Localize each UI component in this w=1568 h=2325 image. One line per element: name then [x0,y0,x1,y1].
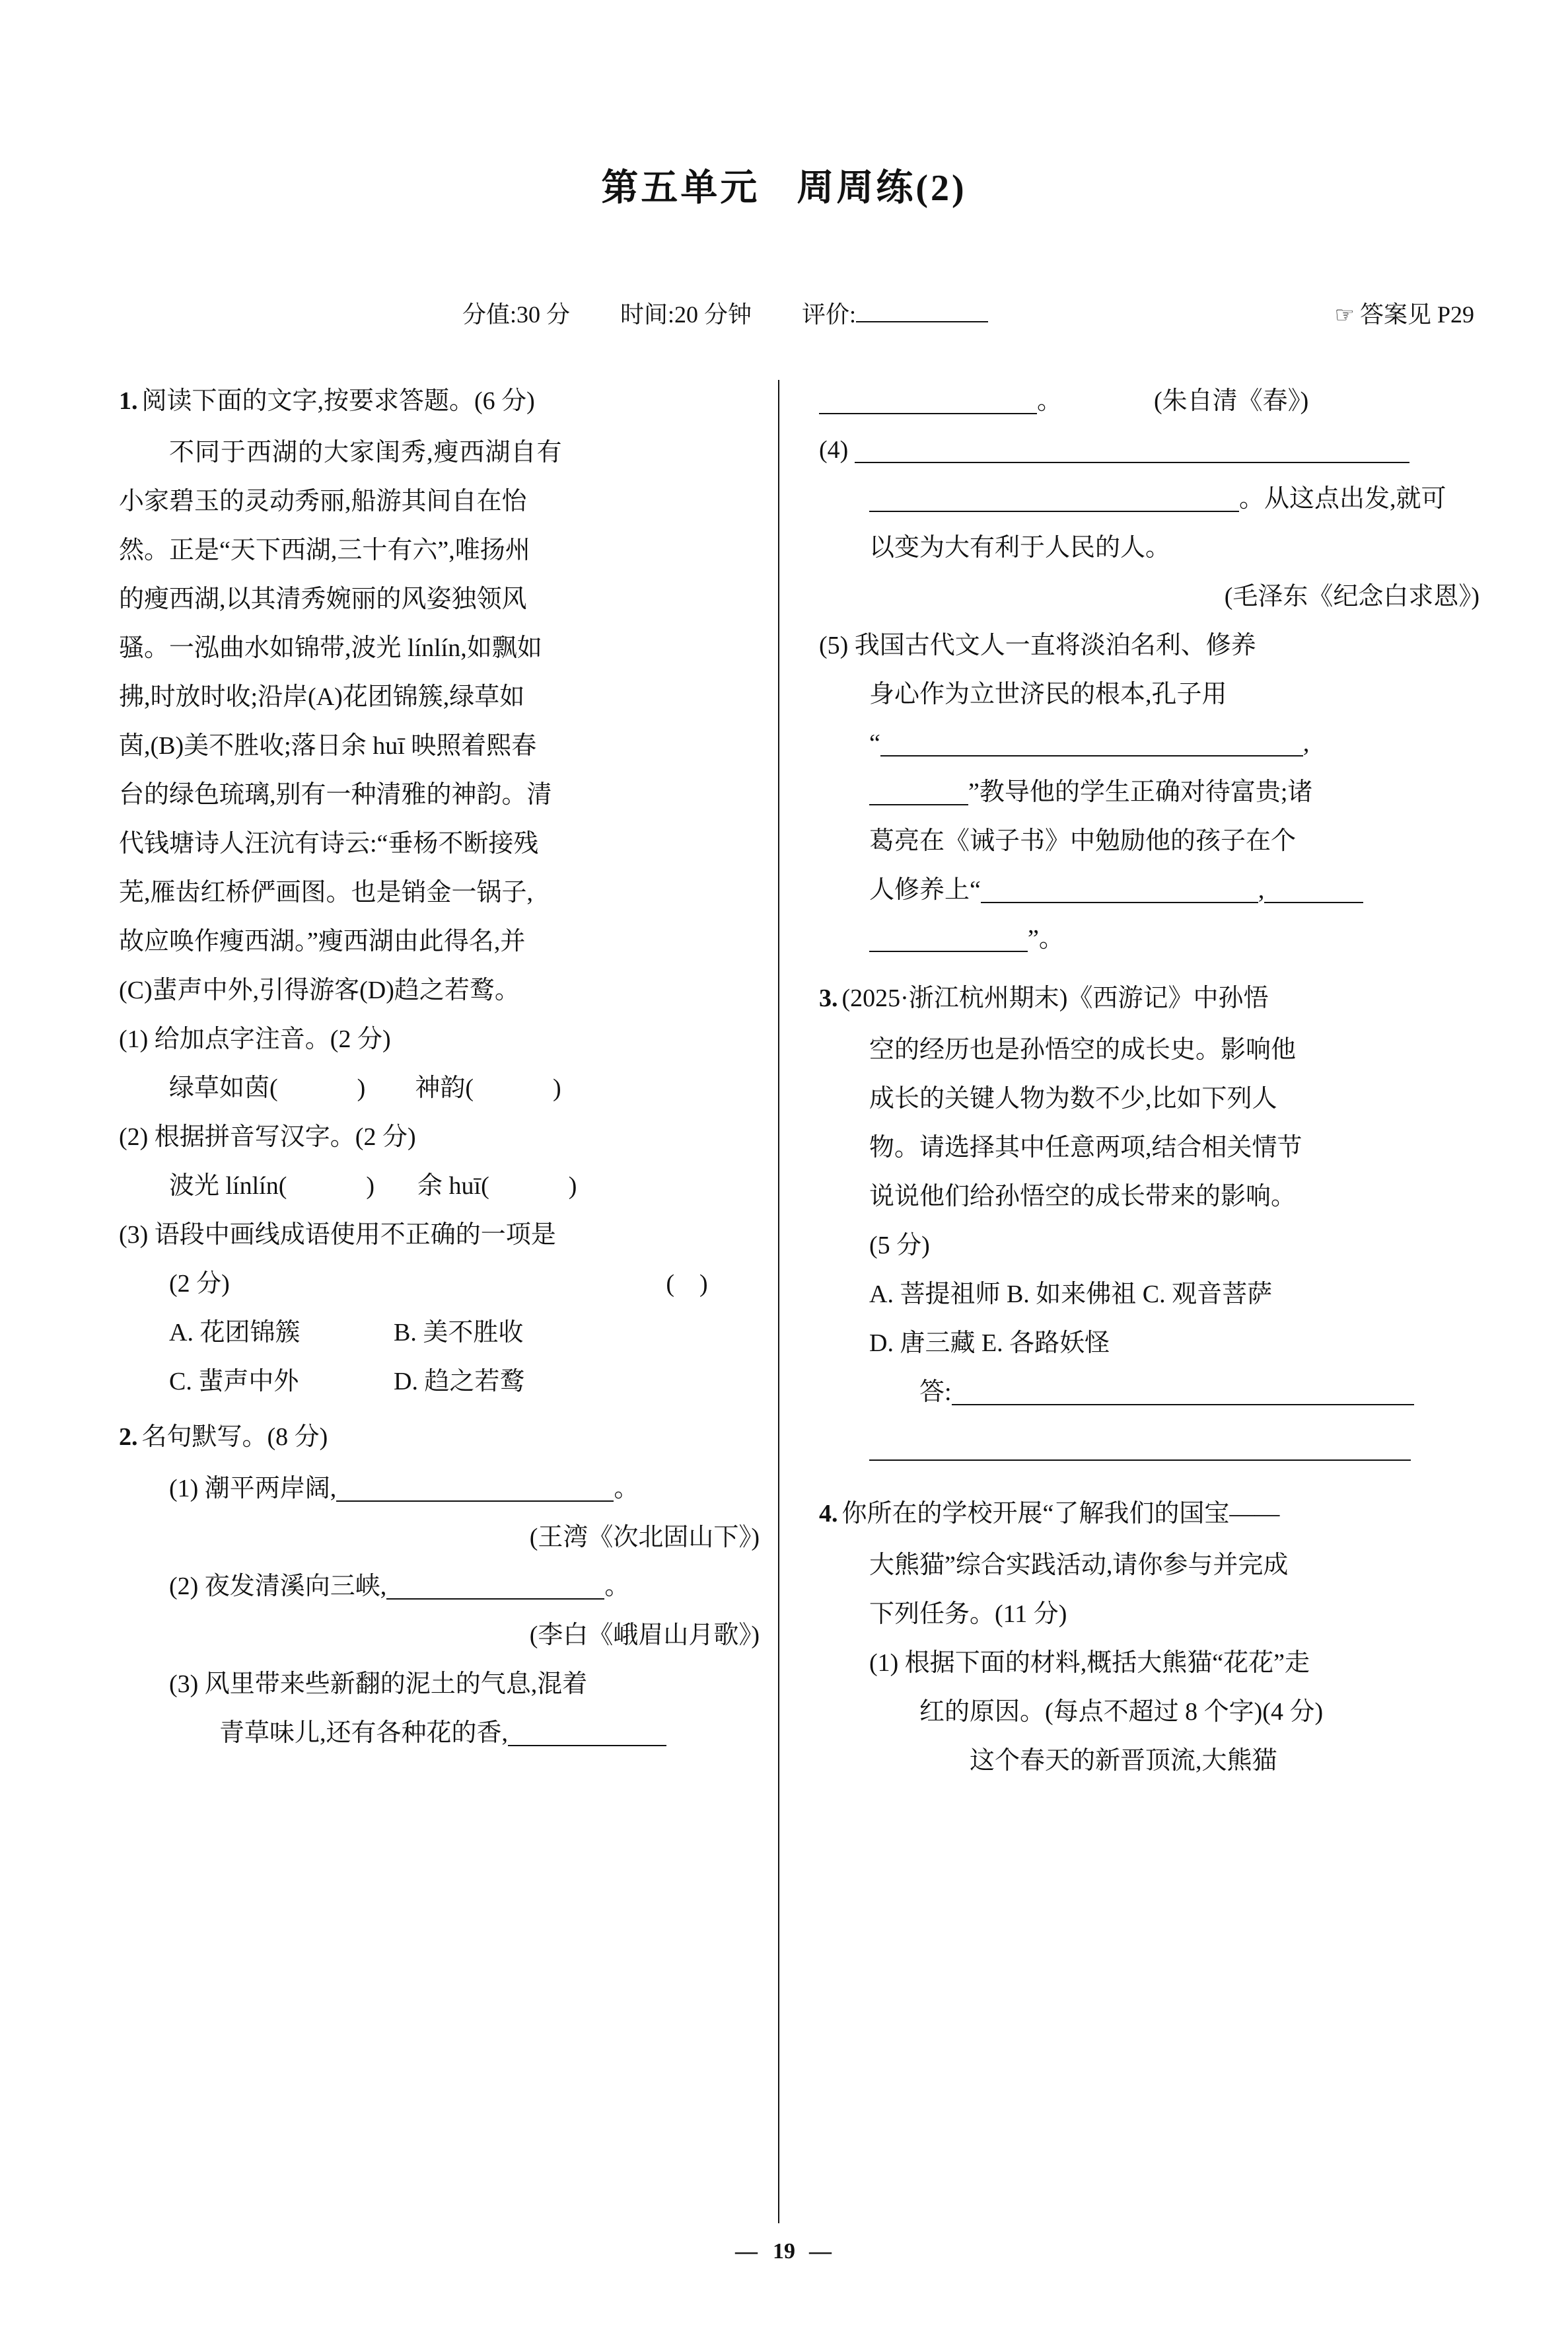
q1-passage-line-4: 的瘦西湖,以其清秀婉丽的风姿独领风 [119,585,527,613]
q1-passage-line-7 [119,721,766,770]
q2-item-5-line3 [869,719,1486,768]
q2-item-4-blank-1[interactable] [855,431,1409,463]
q2-item-5-line2: 身心作为立世济民的根本,孔子用 [869,681,1227,708]
q1-option-a[interactable]: A. 花团锦簇 [169,1319,301,1347]
q1-sub2-item1-open: 波光 línlín( [169,1172,287,1200]
question-3-answer-label: 答: [919,1378,952,1406]
q2-item-1-end: 。 [614,1475,639,1502]
q2-item-3-cont [819,377,1486,425]
q2-item-3-blank[interactable] [508,1715,666,1746]
evaluation-label: 评价: [802,301,857,328]
q2-item-4-line1 [819,425,1486,474]
q2-item-5-line5: 葛亮在《诫子书》中勉励他的孩子在个 [869,827,1297,855]
question-3-line-2: 空的经历也是孙悟空的成长史。影响他 [869,1036,1297,1064]
question-1-number: 1. [119,387,138,415]
q1-passage-line-12: (C)蜚声中外,引得游客(D)趋之若鹜。 [119,977,520,1004]
q1-options-row-1 [169,1308,766,1357]
q1-sub2-item2-open: 余 huī( [417,1172,489,1200]
q2-item-5-line6 [869,866,1486,914]
column-divider [778,380,779,2223]
question-3-options-1[interactable]: A. 菩提祖师 B. 如来佛祖 C. 观音菩萨 [869,1280,1273,1308]
q1-passage-line-7-text: 茵,(B)美不胜收;落日余 huī 映照着熙春 [119,732,537,760]
q2-item-5-line4 [869,768,1486,817]
q1-sub1-item2-close: ) [552,1074,561,1102]
question-1-stem [119,377,766,425]
left-column [119,377,766,1757]
q2-item-5-line1: (5) 我国古代文人一直将淡泊名利、修养 [819,632,1256,659]
pointing-hand-icon: ☞ [1334,303,1355,328]
answer-reference-label: 答案见 P29 [1359,301,1474,328]
q1-option-b[interactable]: B. 美不胜收 [394,1319,524,1347]
question-4-line-1: 你所在的学校开展“了解我们的国宝—— [841,1500,1280,1528]
question-4-line-2: 大熊猫”综合实践活动,请你参与并完成 [869,1551,1289,1579]
question-2-stem [119,1413,766,1461]
right-column [819,377,1486,1785]
score-info: 分值:30 分 [462,301,571,328]
q2-source-2: (李白《峨眉山月歌》) [529,1621,760,1649]
q1-sub1-answers [169,1064,766,1113]
q2-item-5-end: ”。 [1028,925,1064,953]
question-3-answer-line-2 [869,1423,1486,1472]
q2-item-1 [169,1464,766,1513]
q1-sub1-item1-open: 绿草如茵( [169,1074,278,1102]
q1-sub3-answer-blank[interactable]: ( ) [666,1270,708,1298]
page-number-value: 19 [773,2239,795,2264]
q2-item-3-blank-2[interactable] [819,383,1037,414]
q2-item-2-blank[interactable] [386,1568,604,1600]
q2-item-5-blank-1[interactable] [880,725,1303,757]
question-3-options-2[interactable]: D. 唐三藏 E. 各路妖怪 [869,1329,1110,1357]
question-2-number: 2. [119,1423,138,1451]
evaluation-info [802,296,988,330]
q2-item-3-line2 [219,1709,766,1757]
question-3-answer-line-1 [919,1368,1486,1417]
q1-passage-line-2: 小家碧玉的灵动秀丽,船游其间自在怡 [119,488,527,515]
q1-passage-line-11: 故应唤作瘦西湖。”瘦西湖由此得名,并 [119,928,526,955]
q1-sub3: (3) 语段中画线成语使用不正确的一项是 [119,1221,556,1249]
q1-option-d[interactable]: D. 趋之若鹜 [394,1368,525,1395]
question-4-line-3: 下列任务。(11 分) [869,1600,1067,1628]
question-3-line-6: (5 分) [869,1232,930,1259]
q1-passage-line-6 [119,673,766,721]
q2-item-5-quote-open: “ [869,729,880,757]
question-4-sub1-line-2: 红的原因。(每点不超过 8 个字)(4 分) [919,1698,1324,1726]
question-3-line-3: 成长的关键人物为数不少,比如下列人 [869,1085,1277,1113]
q2-source-3: (朱自清《春》) [1154,387,1309,415]
q2-item-5-line4-text: ”教导他的学生正确对待富贵;诸 [968,778,1313,806]
question-3-line-5: 说说他们给孙悟空的成长带来的影响。 [869,1183,1297,1210]
question-4-material-line-1: 这个春天的新晋顶流,大熊猫 [970,1747,1277,1775]
q1-sub2-item2-close: ) [568,1172,577,1200]
q1-sub2-answers [169,1162,766,1210]
evaluation-blank[interactable] [856,301,988,322]
page-title [0,159,1568,211]
q2-item-5-comma-1: , [1302,729,1310,757]
q2-item-2 [169,1562,766,1611]
question-3-answer-blank-1[interactable] [952,1374,1414,1405]
question-3-line-1: (2025·浙江杭州期末)《西游记》中孙悟 [841,984,1269,1012]
q2-item-3-line2-text: 青草味儿,还有各种花的香, [219,1719,509,1747]
q1-sub2-item1-close: ) [366,1172,375,1200]
q2-item-5-blank-3[interactable] [981,871,1258,903]
q1-passage-line-10: 芜,雁齿红桥俨画图。也是销金一锅子, [119,879,534,906]
q2-item-5-blank-4[interactable] [1264,871,1363,903]
q1-sub1: (1) 给加点字注音。(2 分) [119,1025,391,1053]
q1-passage-line-9: 代钱塘诗人汪沆有诗云:“垂杨不断接残 [119,830,539,858]
question-4-sub1-line-1: (1) 根据下面的材料,概括大熊猫“花花”走 [869,1649,1310,1677]
page-title-unit: 第五单元 [601,168,760,209]
q1-passage-line-3: 然。正是“天下西湖,三十有六”,唯扬州 [119,536,530,564]
question-3-stem [819,974,1486,1023]
question-3-line-4: 物。请选择其中任意两项,结合相关情节 [869,1134,1302,1162]
q2-item-4-label: (4) [819,436,849,464]
q2-item-4-line2-end: 。从这点出发,就可 [1239,485,1446,513]
q2-item-1-text: (1) 潮平两岸阔, [169,1475,337,1502]
q1-options-row-2 [169,1357,766,1406]
q1-passage-line-1: 不同于西湖的大家闺秀,瘦西湖自有 [169,439,563,466]
q2-source-1: (王湾《次北固山下》) [529,1524,760,1551]
q2-item-4-line3: 以变为大有利于人民的人。 [869,534,1171,562]
q1-sub1-item1-close: ) [357,1074,366,1102]
question-3-number: 3. [819,984,838,1012]
question-1-text: 阅读下面的文字,按要求答题。(6 分) [141,387,535,415]
question-2-text: 名句默写。(8 分) [141,1423,328,1451]
q2-item-5-blank-5[interactable] [869,920,1028,952]
question-4-number: 4. [819,1500,838,1528]
q2-item-4-blank-2[interactable] [869,480,1239,512]
question-4-stem [819,1489,1486,1538]
q1-passage-line-5: 骚。一泓曲水如锦带,波光 línlín,如飘如 [119,634,542,662]
q1-sub3-score: (2 分) [169,1270,230,1298]
page-number: — 19 — [735,2239,833,2264]
q2-item-5-comma-2: , [1258,876,1265,904]
q2-item-2-end: 。 [604,1572,630,1600]
q2-item-5-line7 [869,914,1486,963]
q2-source-4: (毛泽东《纪念白求恩》) [1224,583,1479,610]
q1-passage-line-8: 台的绿色琉璃,别有一种清雅的神韵。清 [119,781,552,809]
question-3-answer-blank-2[interactable] [869,1429,1411,1461]
q1-passage-line-6-text: 拂,时放时收;沿岸(A)花团锦簇,绿草如 [119,683,525,711]
q2-item-5-blank-2[interactable] [869,774,968,805]
q1-sub1-item2-open: 神韵( [415,1074,474,1102]
q2-item-1-blank[interactable] [336,1470,614,1502]
q2-item-2-text: (2) 夜发清溪向三峡, [169,1572,387,1600]
page-title-name: 周周练(2) [797,168,967,209]
q1-sub3-score-line [169,1259,766,1308]
answer-reference [1334,296,1474,330]
q2-item-3-line1: (3) 风里带来些新翻的泥土的气息,混着 [169,1670,588,1698]
time-info: 时间:20 分钟 [620,301,752,328]
q2-item-4-line2 [869,474,1486,523]
q2-item-5-line6-text: 人修养上“ [869,876,981,904]
q1-option-c[interactable]: C. 蜚声中外 [169,1368,299,1395]
q1-sub2: (2) 根据拼音写汉字。(2 分) [119,1123,416,1151]
q2-item-3-end: 。 [1037,387,1063,415]
